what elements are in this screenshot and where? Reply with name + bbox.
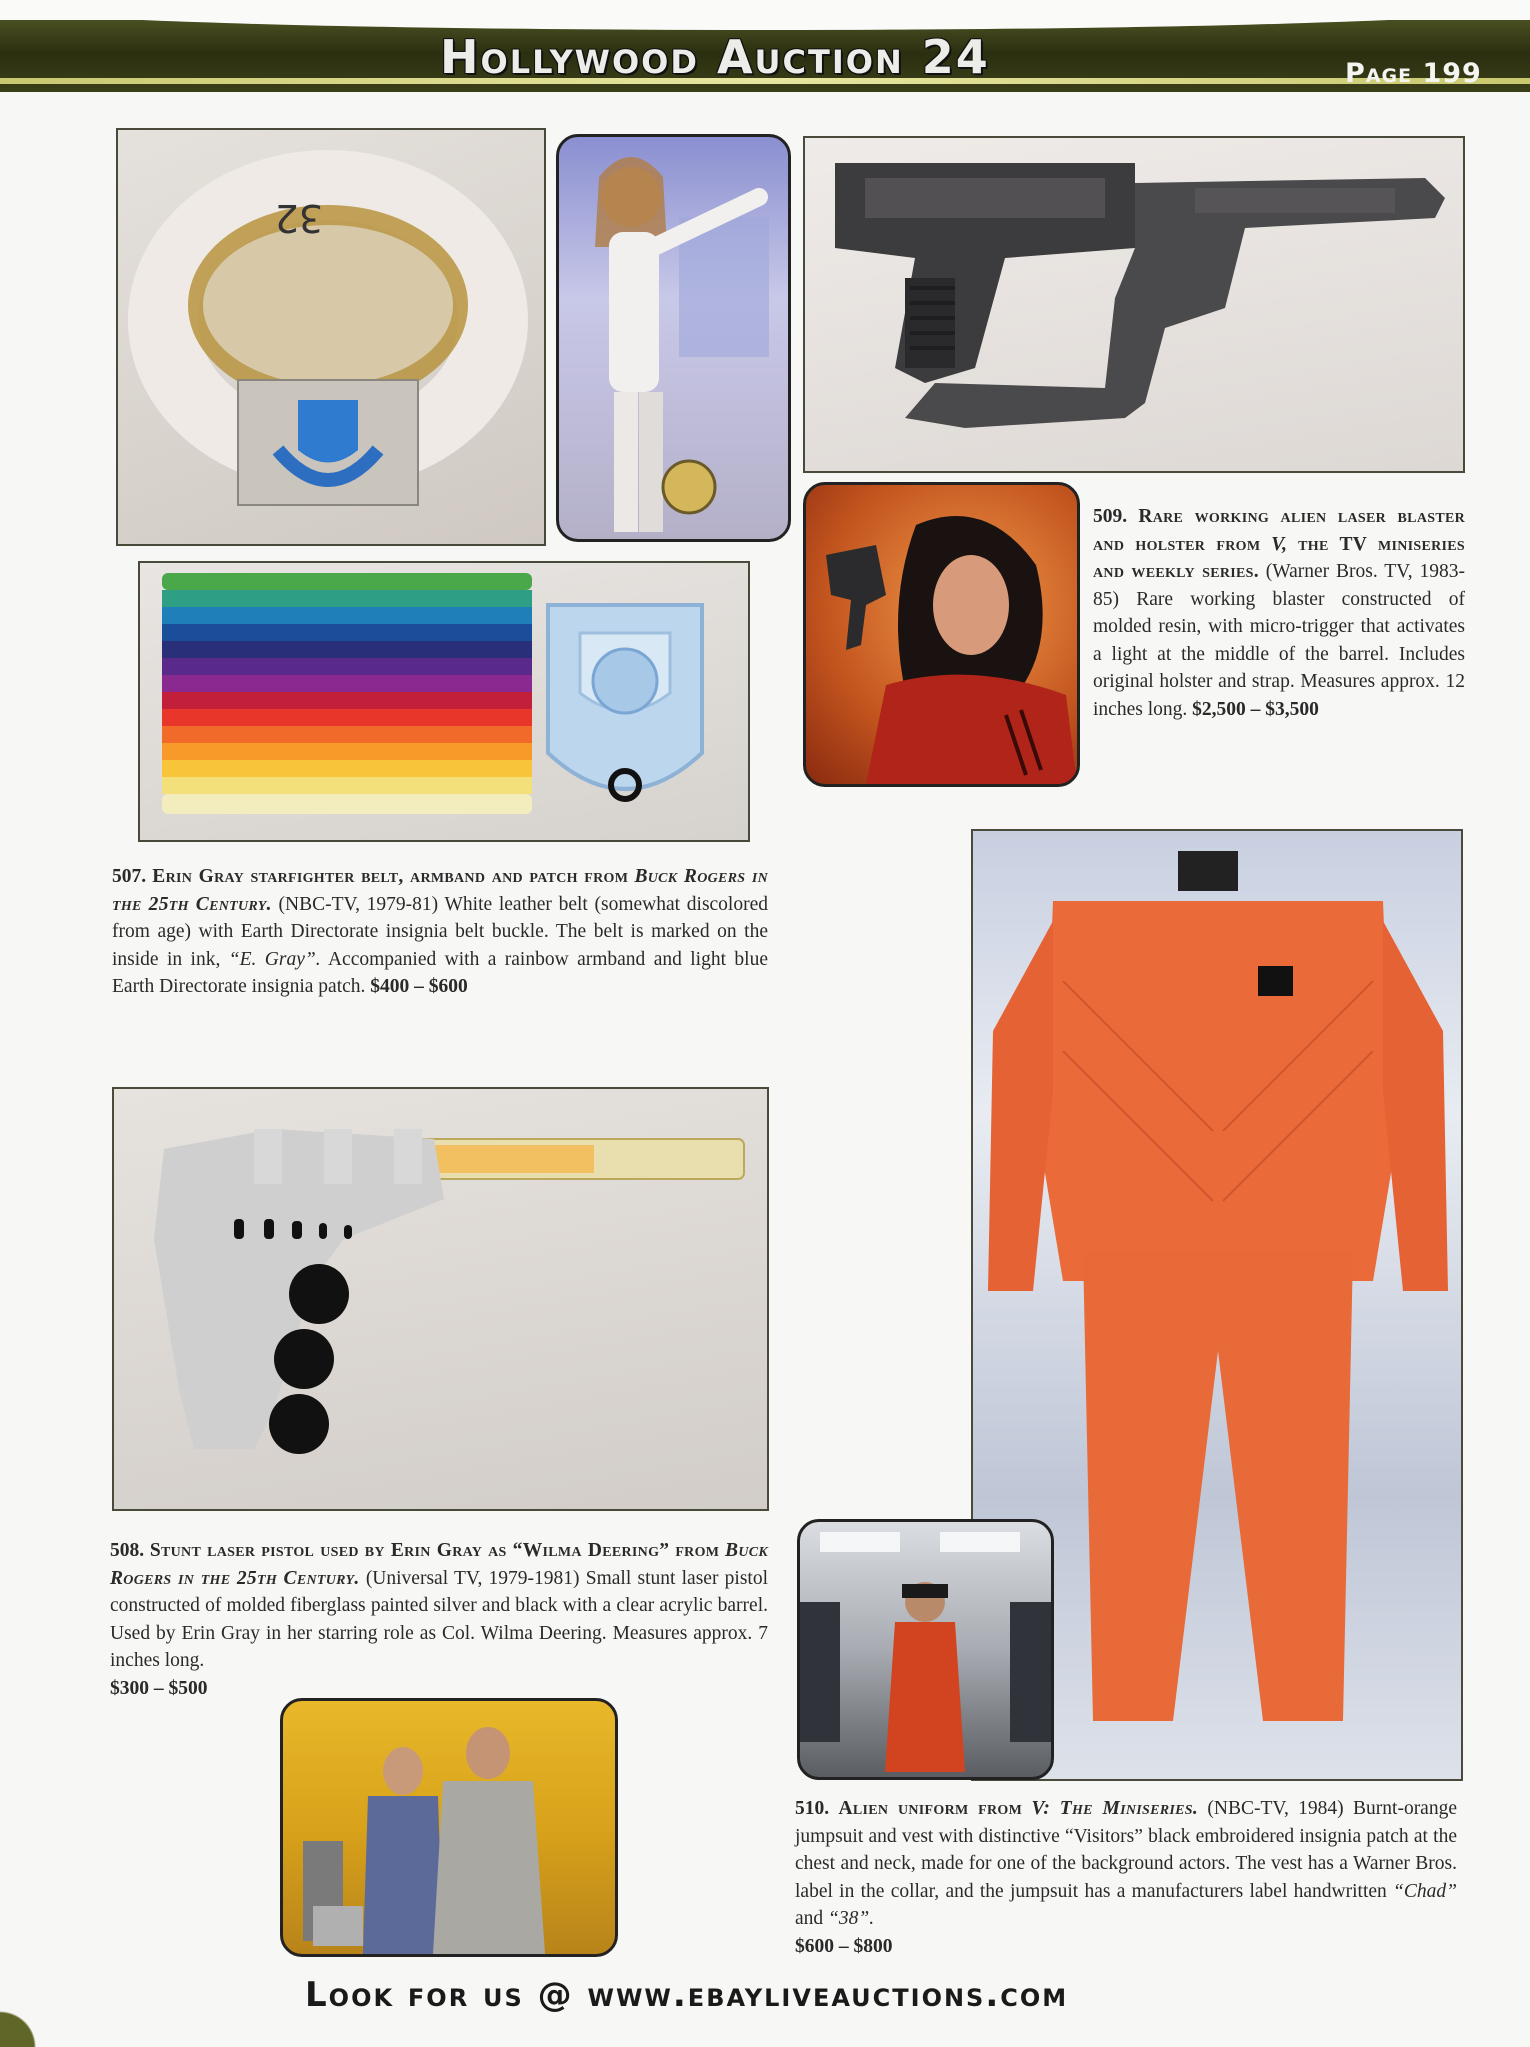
lot-507-description [112, 863, 768, 1001]
lot-heading: Stunt laser pistol used by Erin Gray as “Wilma Deering” from [149, 1540, 720, 1561]
lot-heading: Rare working alien laser blaster and holster from [1093, 506, 1466, 555]
v-scene-photo [797, 1519, 1054, 1780]
lot-estimate: $300 – $500 [110, 1677, 208, 1699]
lot-ink-mark-quote: “E. Gray”. [228, 948, 321, 970]
lot-508-description [110, 1537, 768, 1702]
lot-label-and: and [795, 1908, 824, 1929]
lot-details: (Universal TV, 1979-1981) Small stunt laser pistol constructed of molded fiberglass painted silver and black with a clear acrylic barrel. Used by Erin Gray in her starring role as Col. Wilma Deering. Measures approx. 7 inches long. [110, 1567, 769, 1671]
lot-details: (NBC-TV, 1979-81) White leather belt (somewhat discolored from age) with Earth Directorate insignia belt buckle. The belt is marked on the inside in ink, [112, 893, 769, 970]
page-header [0, 0, 1530, 92]
lot-number: 508. [110, 1540, 145, 1561]
lot-estimate: $2,500 – $3,500 [1192, 698, 1319, 720]
belt-ink-mark: 32 [274, 196, 323, 240]
erin-gray-still-photo [556, 134, 791, 542]
lot-label-quote-2: “38”. [828, 1908, 875, 1929]
footer-website-link[interactable]: Look for us @ www.ebayliveauctions.com [305, 1975, 1069, 2015]
lot-heading: Erin Gray starfighter belt, armband and patch from [152, 866, 629, 887]
lot-details: (NBC-TV, 1984) Burnt-orange jumpsuit and vest with distinctive “Visitors” black embroidered insignia patch at the chest and neck, made for one of the background actors. The vest has a Warner Bros. label in the collar, and the jumpsuit has a manufacturers label handwritten [795, 1798, 1457, 1902]
lot-number: 510. [795, 1798, 830, 1819]
alien-blaster-photo [803, 136, 1465, 473]
lot-509-description [1093, 503, 1465, 723]
lot-heading: Alien uniform from [838, 1798, 1023, 1819]
lot-source-title: Buck Rogers in the 25th Century. [112, 866, 769, 915]
lot-number: 509. [1093, 506, 1128, 527]
lot-details-end: Accompanied with a rainbow armband and light blue Earth Directorate insignia patch. [112, 948, 768, 997]
lot-source-title: V, [1271, 533, 1288, 555]
corner-decoration [0, 2001, 46, 2047]
lot-details: (Warner Bros. TV, 1983-85) Rare working blaster constructed of molded resin, with micro-trigger that activates a light at the middle of the barrel. Includes original holster and strap. Measures approx. 12 inches long. [1093, 561, 1465, 720]
lot-label-quote-1: “Chad” [1393, 1880, 1457, 1902]
catalog-title: Hollywood Auction 24 [440, 30, 990, 84]
belt-photo [116, 128, 546, 546]
lot-source-title: V: The Miniseries. [1031, 1798, 1199, 1819]
lot-estimate: $600 – $800 [795, 1935, 893, 1957]
lot-510-description [795, 1795, 1457, 1960]
v-actress-photo [803, 482, 1080, 787]
lot-heading-end: the TV miniseries and weekly series. [1093, 533, 1466, 582]
lot-estimate: $400 – $600 [370, 976, 468, 997]
lot-number: 507. [112, 866, 147, 887]
buck-rogers-scene-photo [280, 1698, 618, 1957]
armband-patch-photo [138, 561, 750, 842]
lot-source-title: Buck Rogers in the 25th Century. [110, 1540, 769, 1589]
page-number: Page 199 [1345, 58, 1482, 89]
stunt-pistol-photo [112, 1087, 769, 1511]
